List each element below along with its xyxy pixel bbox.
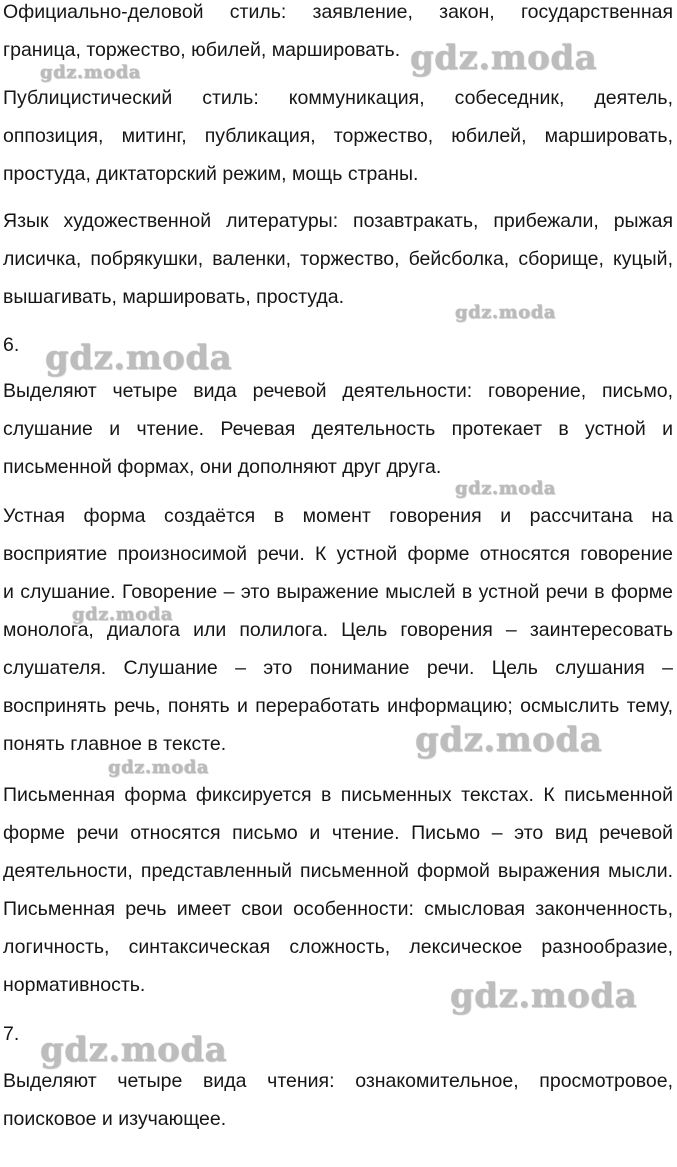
text-line: форме речи относятся письмо и чтение. Письмо – это вид речевой xyxy=(3,822,673,844)
paragraph-oral-form xyxy=(3,497,673,763)
text-line: оппозиция, митинг, публикация, торжество, юбилей, маршировать, xyxy=(3,125,673,147)
watermark: gdz.moda xyxy=(455,478,556,499)
watermark: gdz.moda xyxy=(108,757,209,778)
text-line: монолога, диалога или полилога. Цель говорения – заинтересовать xyxy=(3,619,673,641)
watermark: gdz.moda xyxy=(450,976,638,1016)
text-line: вышагивать, маршировать, простуда. xyxy=(3,286,345,308)
watermark: gdz.moda xyxy=(45,338,233,378)
text-line: Язык художественной литературы: позавтракать, прибежали, рыжая xyxy=(3,210,673,232)
text-line: и слушание. Говорение – это выражение мыслей в устной речи в форме xyxy=(3,581,673,603)
watermark: gdz.moda xyxy=(40,62,141,83)
text-line: Письменная речь имеет свои особенности: смысловая законченность, xyxy=(3,898,673,920)
text-line: письменной формах, они дополняют друг друга. xyxy=(3,456,442,478)
text-line: Устная форма создаётся в момент говорения и рассчитана на xyxy=(3,505,673,527)
paragraph-fiction-language xyxy=(3,202,673,316)
text-line: Официально-деловой стиль: заявление, закон, государственная xyxy=(3,1,673,23)
text-line: восприятие произносимой речи. К устной форме относятся говорение xyxy=(3,543,673,565)
text-line: граница, торжество, юбилей, маршировать. xyxy=(3,39,401,61)
paragraph-official-style xyxy=(3,0,673,69)
text-line: поисковое и изучающее. xyxy=(3,1108,227,1130)
watermark: gdz.moda xyxy=(72,604,173,625)
text-line: Письменная форма фиксируется в письменных текстах. К письменной xyxy=(3,784,673,806)
text-line: слушание и чтение. Речевая деятельность протекает в устной и xyxy=(3,418,673,440)
text-line: логичность, синтаксическая сложность, лексическое разнообразие, xyxy=(3,936,673,958)
paragraph-reading-types xyxy=(3,1062,673,1138)
section-number-6: 6. xyxy=(3,334,20,356)
paragraph-written-form xyxy=(3,776,673,1004)
text-line: нормативность. xyxy=(3,974,146,996)
watermark: gdz.moda xyxy=(415,720,603,760)
section-number-7: 7. xyxy=(3,1023,20,1045)
text-line: Публицистический стиль: коммуникация, собеседник, деятель, xyxy=(3,87,673,109)
text-line: понять главное в тексте. xyxy=(3,733,227,755)
text-line: деятельности, представленный письменной формой выражения мысли. xyxy=(3,860,673,882)
watermark: gdz.moda xyxy=(455,302,556,323)
watermark: gdz.moda xyxy=(40,1030,228,1070)
text-line: простуда, диктаторский режим, мощь страны. xyxy=(3,163,419,185)
watermark: gdz.moda xyxy=(410,38,598,78)
text-line: Выделяют четыре вида чтения: ознакомительное, просмотровое, xyxy=(3,1070,673,1092)
paragraph-publicistic-style xyxy=(3,79,673,193)
text-line: слушателя. Слушание – это понимание речи. Цель слушания – xyxy=(3,657,673,679)
text-line: воспринять речь, понять и переработать информацию; осмыслить тему, xyxy=(3,695,673,717)
text-line: Выделяют четыре вида речевой деятельности: говорение, письмо, xyxy=(3,380,673,402)
paragraph-speech-activity xyxy=(3,372,673,486)
text-line: лисичка, побрякушки, валенки, торжество, бейсболка, сборище, куцый, xyxy=(3,248,673,270)
